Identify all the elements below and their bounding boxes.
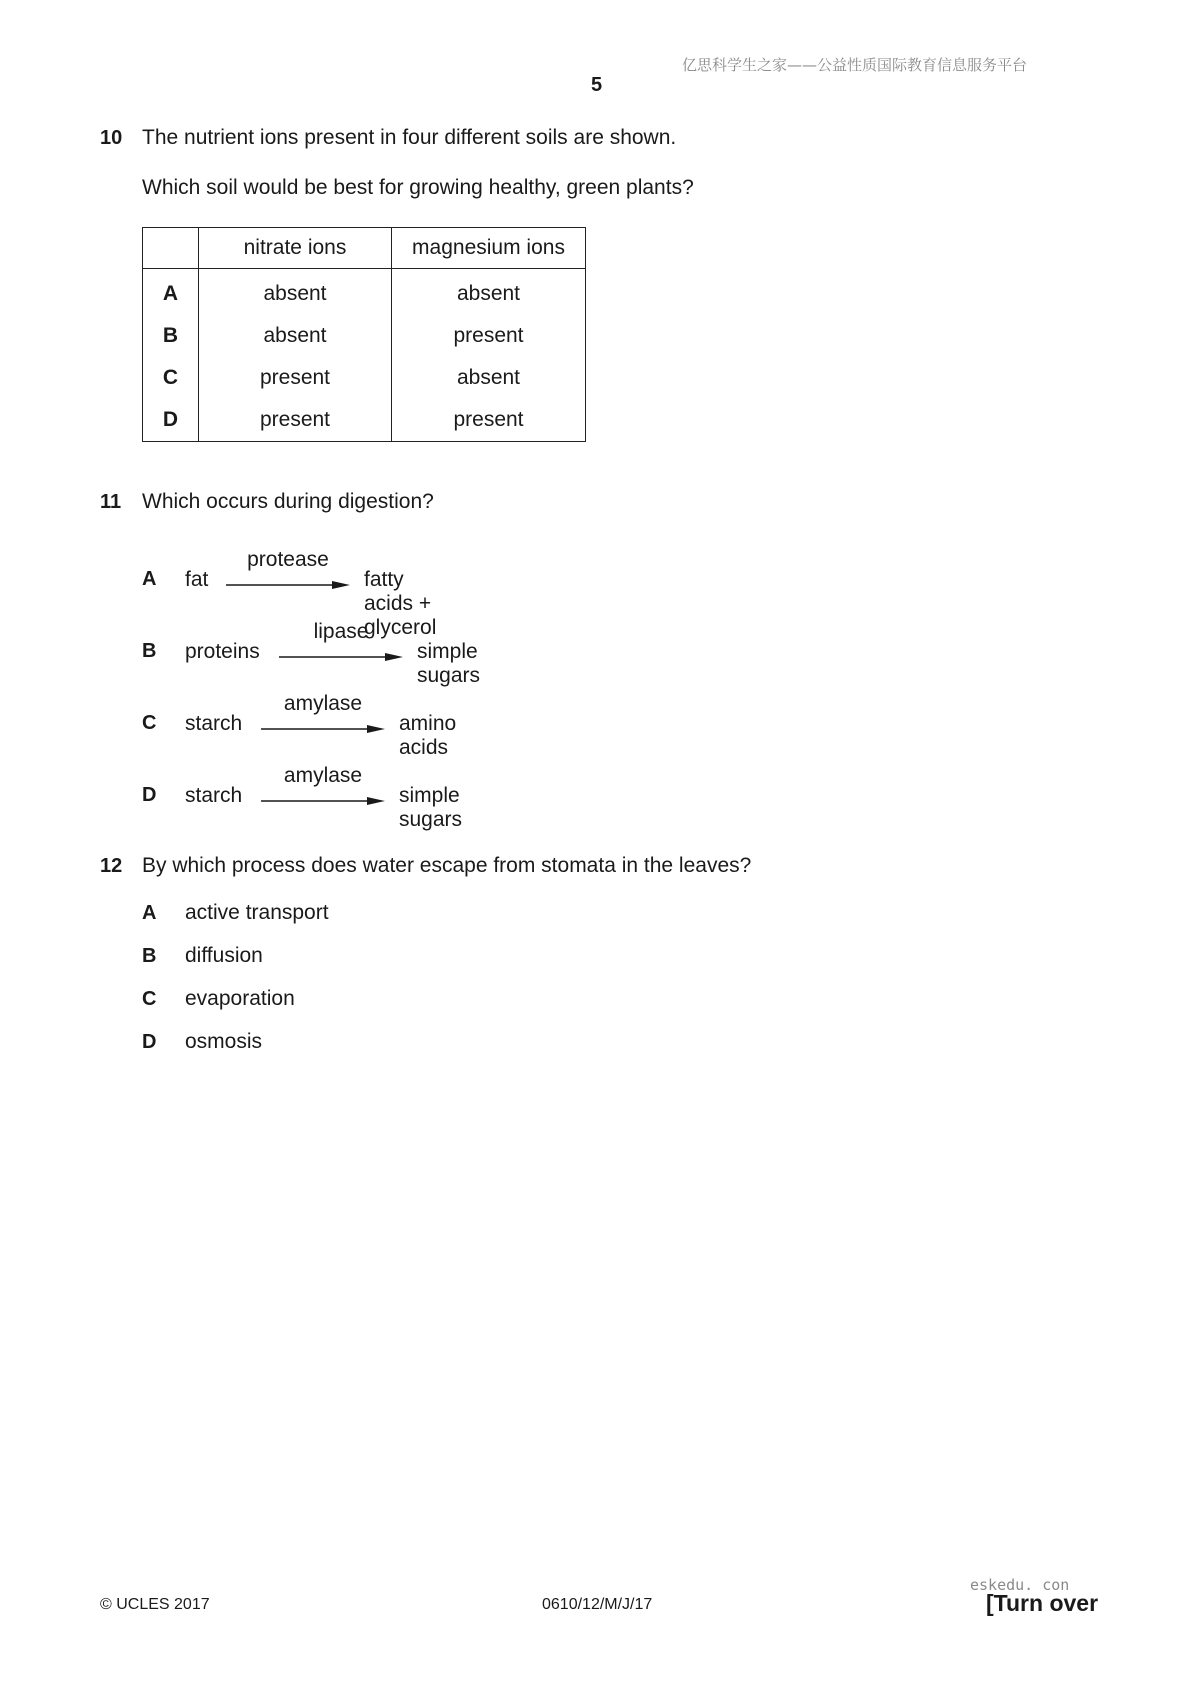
copyright: © UCLES 2017 [100, 1596, 210, 1613]
enzyme: protease [247, 548, 329, 571]
page-number: 5 [591, 74, 603, 96]
product: amino acids [399, 712, 457, 759]
table-header-row [143, 228, 586, 269]
row-letter: C [143, 357, 199, 399]
table-row [143, 399, 586, 442]
option-text-c: evaporation [185, 987, 295, 1010]
question-10-number: 10 [100, 127, 123, 149]
substrate: starch [185, 784, 243, 807]
table-header-nitrate: nitrate ions [199, 228, 392, 269]
enzyme: lipase [313, 620, 369, 643]
soil-ions-table [142, 227, 586, 442]
table-row [143, 357, 586, 399]
nitrate-cell: absent [199, 269, 392, 316]
reaction-arrow-icon [261, 796, 387, 806]
magnesium-cell: absent [392, 269, 586, 316]
substrate: proteins [185, 640, 260, 663]
option-letter-c: C [142, 988, 157, 1010]
product: simple sugars [417, 640, 481, 687]
product: fatty acids + glycerol [364, 568, 437, 639]
option-letter: B [142, 640, 157, 662]
product: simple sugars [399, 784, 463, 831]
option-letter: C [142, 712, 157, 734]
substrate: fat [185, 568, 209, 591]
nitrate-cell: present [199, 399, 392, 442]
option-letter-a: A [142, 902, 157, 924]
watermark-text: 亿思科学生之家——公益性质国际教育信息服务平台 [682, 56, 1028, 74]
question-10-question: Which soil would be best for growing healthy, green plants? [142, 176, 694, 199]
option-letter: D [142, 784, 157, 806]
site-watermark: eskedu. con [970, 1576, 1070, 1594]
reaction-arrow-icon [261, 724, 387, 734]
enzyme: amylase [283, 764, 363, 787]
magnesium-cell: present [392, 399, 586, 442]
option-text-a: active transport [185, 901, 329, 924]
nitrate-cell: absent [199, 315, 392, 357]
question-12-number: 12 [100, 855, 123, 877]
magnesium-cell: present [392, 315, 586, 357]
option-letter-d: D [142, 1031, 157, 1053]
reaction-arrow-icon [226, 580, 352, 590]
enzyme: amylase [283, 692, 363, 715]
question-11-question: Which occurs during digestion? [142, 490, 434, 513]
table-header-empty [143, 228, 199, 269]
substrate: starch [185, 712, 243, 735]
reaction-arrow-icon [279, 652, 405, 662]
magnesium-cell: absent [392, 357, 586, 399]
table-row [143, 269, 586, 316]
question-12-question: By which process does water escape from stomata in the leaves? [142, 854, 752, 877]
paper-code: 0610/12/M/J/17 [542, 1596, 653, 1613]
question-10-stem: The nutrient ions present in four different soils are shown. [142, 126, 677, 149]
table-header-magnesium: magnesium ions [392, 228, 586, 269]
option-text-b: diffusion [185, 944, 263, 967]
row-letter: B [143, 315, 199, 357]
question-11-number: 11 [100, 491, 122, 513]
row-letter: D [143, 399, 199, 442]
option-text-d: osmosis [185, 1030, 263, 1053]
table-row [143, 315, 586, 357]
option-letter: A [142, 568, 157, 590]
turn-over: [Turn over [986, 1590, 1099, 1616]
nitrate-cell: present [199, 357, 392, 399]
row-letter: A [143, 269, 199, 316]
option-letter-b: B [142, 945, 157, 967]
